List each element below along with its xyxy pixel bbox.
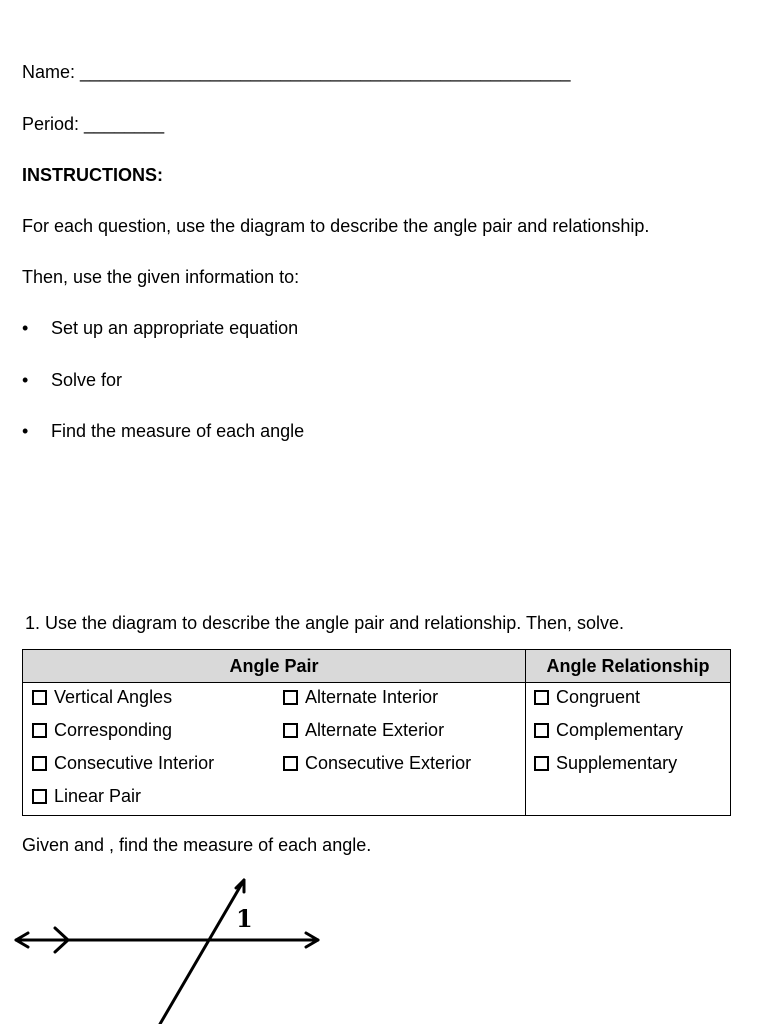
option-label: Consecutive Exterior: [305, 753, 472, 773]
option-consecutive-exterior[interactable]: [283, 753, 471, 774]
option-label: Supplementary: [556, 753, 678, 773]
option-label: Corresponding: [54, 720, 173, 740]
angle-label-1: 1: [236, 904, 253, 933]
bullet-dot-icon: •: [22, 318, 29, 338]
checkbox-icon[interactable]: [534, 756, 549, 771]
option-congruent[interactable]: [534, 687, 640, 708]
option-label: Vertical Angles: [54, 687, 173, 707]
option-label: Linear Pair: [54, 786, 142, 806]
bullet-item: Find the measure of each angle: [51, 421, 305, 441]
angle-relationship-options: [526, 683, 731, 816]
bullet-item: Solve for: [51, 370, 123, 390]
option-linear-pair[interactable]: [32, 786, 141, 807]
period-blank[interactable]: ________: [84, 114, 165, 134]
angle-pair-options: [23, 683, 526, 816]
checkbox-icon[interactable]: [534, 690, 549, 705]
name-blank[interactable]: _________________________________________________: [80, 62, 571, 82]
period-label: Period:: [22, 114, 85, 134]
checkbox-icon[interactable]: [283, 756, 298, 771]
option-consecutive-interior[interactable]: [32, 753, 214, 774]
question-1-prompt: 1. Use the diagram to describe the angle pair and relationship. Then, solve.: [25, 613, 625, 633]
bullet-item: Set up an appropriate equation: [51, 318, 299, 338]
option-alternate-exterior[interactable]: [283, 720, 444, 741]
option-label: Complementary: [556, 720, 684, 740]
checkbox-icon[interactable]: [32, 723, 47, 738]
instructions-line-2: Then, use the given information to:: [22, 267, 300, 287]
option-complementary[interactable]: [534, 720, 683, 741]
checkbox-icon[interactable]: [32, 789, 47, 804]
option-label: Congruent: [556, 687, 641, 707]
angle-table: [22, 649, 731, 816]
option-vertical-angles[interactable]: [32, 687, 172, 708]
bullet-dot-icon: •: [22, 370, 29, 390]
checkbox-icon[interactable]: [32, 756, 47, 771]
angle-diagram: [0, 870, 340, 1024]
instructions-line-1: For each question, use the diagram to describe the angle pair and relationship.: [22, 216, 650, 236]
angle-relationship-header: Angle Relationship: [526, 650, 731, 683]
checkbox-icon[interactable]: [534, 723, 549, 738]
given-statement: Given and , find the measure of each angle.: [22, 835, 372, 855]
period-field-row: [22, 114, 164, 135]
checkbox-icon[interactable]: [283, 723, 298, 738]
name-field-row: [22, 62, 571, 83]
option-label: Consecutive Interior: [54, 753, 215, 773]
option-label: Alternate Exterior: [305, 720, 445, 740]
option-supplementary[interactable]: [534, 753, 677, 774]
instructions-heading: INSTRUCTIONS:: [22, 165, 163, 185]
option-alternate-interior[interactable]: [283, 687, 438, 708]
option-label: Alternate Interior: [305, 687, 439, 707]
option-corresponding[interactable]: [32, 720, 172, 741]
name-label: Name:: [22, 62, 81, 82]
checkbox-icon[interactable]: [32, 690, 47, 705]
angle-pair-header: Angle Pair: [23, 650, 526, 683]
checkbox-icon[interactable]: [283, 690, 298, 705]
bullet-dot-icon: •: [22, 421, 29, 441]
transversal-line: [160, 880, 244, 1024]
